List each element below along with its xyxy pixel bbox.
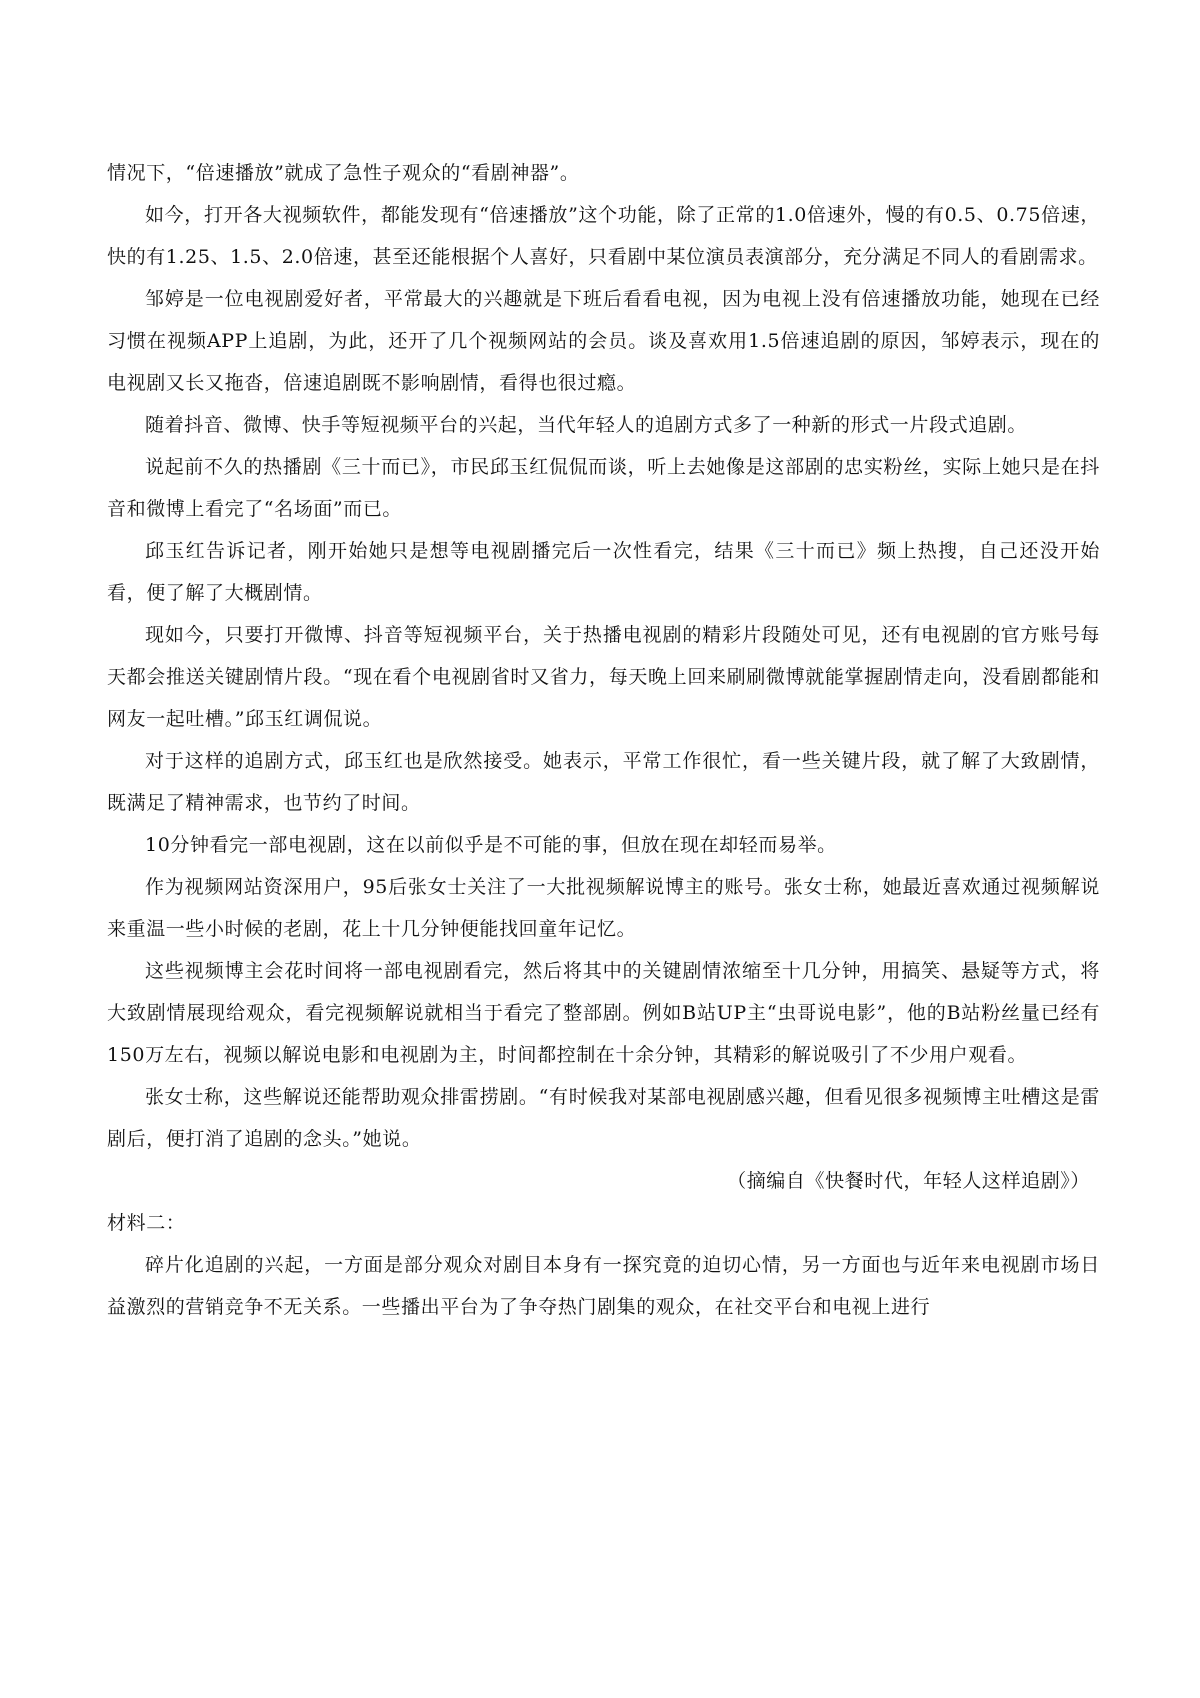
- section-heading: 材料二：: [107, 1212, 186, 1234]
- article-body: [107, 152, 1100, 1328]
- paragraph: 邱玉红告诉记者，刚开始她只是想等电视剧播完后一次性看完，结果《三十而已》频上热搜，自己还没开始看，便了解了大概剧情。: [107, 540, 1100, 604]
- paragraph: 随着抖音、微博、快手等短视频平台的兴起，当代年轻人的追剧方式多了一种新的形式一片段式追剧。: [145, 414, 1028, 436]
- paragraph: 张女士称，这些解说还能帮助观众排雷捞剧。“有时候我对某部电视剧感兴趣，但看见很多视频博主吐槽这是雷剧后，便打消了追剧的念头。”她说。: [107, 1086, 1100, 1150]
- paragraph: 现如今，只要打开微博、抖音等短视频平台，关于热播电视剧的精彩片段随处可见，还有电视剧的官方账号每天都会推送关键剧情片段。“现在看个电视剧省时又省力，每天晚上回来刷刷微博就能掌握剧情走向，没看剧都能和网友一起吐槽。”邱玉红调侃说。: [107, 624, 1100, 730]
- paragraph: 这些视频博主会花时间将一部电视剧看完，然后将其中的关键剧情浓缩至十几分钟，用搞笑、悬疑等方式，将大致剧情展现给观众，看完视频解说就相当于看完了整部剧。例如B站UP主“虫哥说电影”，他的B站粉丝量已经有150万左右，视频以解说电影和电视剧为主，时间都控制在十余分钟，其精彩的解说吸引了不少用户观看。: [107, 960, 1100, 1066]
- source-citation: （摘编自《快餐时代，年轻人这样追剧》）: [727, 1170, 1090, 1192]
- paragraph: 10分钟看完一部电视剧，这在以前似乎是不可能的事，但放在现在却轻而易举。: [145, 834, 837, 856]
- paragraph: 邹婷是一位电视剧爱好者，平常最大的兴趣就是下班后看看电视，因为电视上没有倍速播放功能，她现在已经习惯在视频APP上追剧，为此，还开了几个视频网站的会员。谈及喜欢用1.5倍速追剧的原因，邹婷表示，现在的电视剧又长又拖沓，倍速追剧既不影响剧情，看得也很过瘾。: [107, 288, 1100, 394]
- paragraph: 作为视频网站资深用户，95后张女士关注了一大批视频解说博主的账号。张女士称，她最近喜欢通过视频解说来重温一些小时候的老剧，花上十几分钟便能找回童年记忆。: [107, 876, 1100, 940]
- paragraph: 说起前不久的热播剧《三十而已》，市民邱玉红侃侃而谈，听上去她像是这部剧的忠实粉丝，实际上她只是在抖音和微博上看完了“名场面”而已。: [107, 456, 1100, 520]
- paragraph-continuation: 情况下，“倍速播放”就成了急性子观众的“看剧神器”。: [107, 162, 580, 184]
- paragraph: 对于这样的追剧方式，邱玉红也是欣然接受。她表示，平常工作很忙，看一些关键片段，就了解了大致剧情，既满足了精神需求，也节约了时间。: [107, 750, 1100, 814]
- paragraph: 如今，打开各大视频软件，都能发现有“倍速播放”这个功能，除了正常的1.0倍速外，慢的有0.5、0.75倍速，快的有1.25、1.5、2.0倍速，甚至还能根据个人喜好，只看剧中某位演员表演部分，充分满足不同人的看剧需求。: [107, 204, 1100, 268]
- paragraph: 碎片化追剧的兴起，一方面是部分观众对剧目本身有一探究竟的迫切心情，另一方面也与近年来电视剧市场日益激烈的营销竞争不无关系。一些播出平台为了争夺热门剧集的观众，在社交平台和电视上进行: [107, 1254, 1100, 1318]
